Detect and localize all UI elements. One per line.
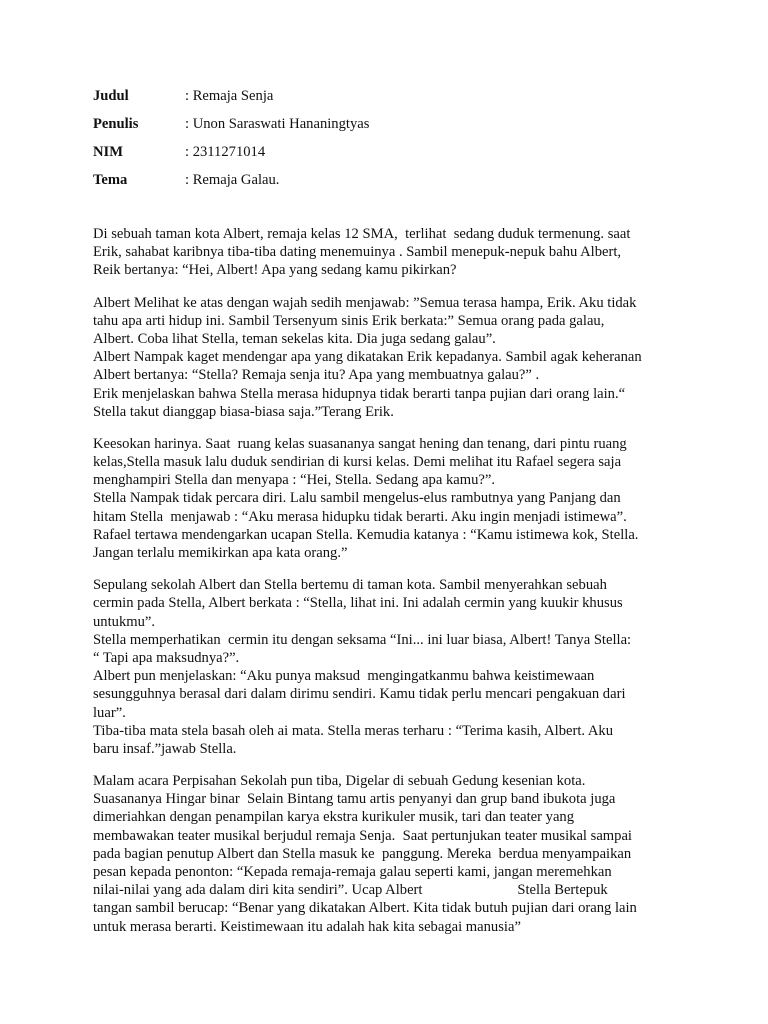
text-line: untuk merasa berarti. Keistimewaan itu adalah hak kita sebagai manusia”	[93, 918, 521, 935]
text-line: tangan sambil berucap: “Benar yang dikatakan Albert. Kita tidak butuh pujian dari orang lain	[93, 900, 637, 917]
text-line: Stella Nampak tidak percara diri. Lalu sambil mengelus-elus rambutnya yang Panjang dan	[93, 490, 621, 507]
text-line: Tiba-tiba mata stela basah oleh ai mata. Stella meras terharu : “Terima kasih, Albert. Aku	[93, 722, 614, 739]
text-line: Stella takut dianggap biasa-biasa saja.”Terang Erik.	[93, 403, 394, 420]
meta-row-judul	[93, 86, 369, 114]
text-line: untukmu”.	[93, 613, 156, 630]
text-line: pada bagian penutup Albert dan Stella masuk ke panggung. Mereka berdua menyampaikan	[93, 845, 632, 862]
meta-key: Judul	[93, 88, 129, 104]
paragraph-4	[93, 576, 693, 758]
text-line: nilai-nilai yang ada dalam diri kita sendiri”. Ucap Albert Stella Bertepuk	[93, 882, 608, 899]
meta-row-nim	[93, 142, 369, 170]
text-line: pesan kepada penonton: “Kepada remaja-remaja galau seperti kami, jangan meremehkan	[93, 864, 612, 880]
meta-value: : Unon Saraswati Hananingtyas	[185, 116, 370, 132]
text-line: Di sebuah taman kota Albert, remaja kelas 12 SMA, terlihat sedang duduk termenung. saat	[93, 226, 631, 242]
text-line: sesungguhnya berasal dari dalam dirimu sendiri. Kamu tidak perlu mencari pengakuan dari	[93, 686, 626, 703]
text-line: Reik bertanya: “Hei, Albert! Apa yang sedang kamu pikirkan?	[93, 262, 457, 279]
text-line: Malam acara Perpisahan Sekolah pun tiba, Digelar di sebuah Gedung kesenian kota.	[93, 773, 586, 790]
paragraph-5	[93, 772, 693, 936]
text-line: tahu apa arti hidup ini. Sambil Tersenyum sinis Erik berkata:” Semua orang pada galau,	[93, 312, 605, 329]
text-line: Suasananya Hingar binar Selain Bintang tamu artis penyanyi dan grup band ibukota juga	[93, 791, 616, 808]
text-line: Erik menjelaskan bahwa Stella merasa hidupnya tidak berarti tanpa pujian dari orang lain.“	[93, 385, 626, 402]
meta-row-penulis	[93, 114, 369, 142]
meta-key: NIM	[93, 144, 123, 160]
text-line: Albert pun menjelaskan: “Aku punya maksud mengingatkanmu bahwa keistimewaan	[93, 668, 595, 685]
text-line: Sepulang sekolah Albert dan Stella bertemu di taman kota. Sambil menyerahkan sebuah	[93, 577, 607, 594]
meta-key: Tema	[93, 172, 128, 188]
text-line: Erik, sahabat karibnya tiba-tiba dating menemuinya . Sambil menepuk-nepuk bahu Albert,	[93, 244, 622, 261]
text-line: Albert. Coba lihat Stella, teman sekelas kita. Dia juga sedang galau”.	[93, 330, 496, 347]
story-body	[93, 225, 693, 950]
text-line: dimeriahkan dengan penampilan karya ekstra kurikuler musik, tari dan teater yang	[93, 809, 575, 826]
meta-value: : Remaja Galau.	[185, 172, 280, 188]
text-line: membawakan teater musikal berjudul remaja Senja. Saat pertunjukan teater musikal sampai	[93, 827, 632, 844]
paragraph-3	[93, 435, 693, 562]
meta-value: : Remaja Senja	[185, 88, 274, 104]
meta-row-tema	[93, 170, 369, 198]
document-header	[93, 86, 369, 198]
text-line: kelas,Stella masuk lalu duduk sendirian di kursi kelas. Demi melihat itu Rafael segera saja	[93, 454, 622, 471]
text-line: Albert Melihat ke atas dengan wajah sedih menjawab: ”Semua terasa hampa, Erik. Aku tidak	[93, 294, 637, 311]
meta-value: : 2311271014	[185, 144, 266, 160]
text-line: Albert bertanya: “Stella? Remaja senja itu? Apa yang membuatnya galau?” .	[93, 367, 540, 384]
paragraph-2	[93, 294, 693, 421]
text-line: luar”.	[93, 704, 126, 721]
meta-key: Penulis	[93, 116, 139, 132]
text-line: Jangan terlalu memikirkan apa kata orang.”	[93, 545, 348, 561]
text-line: “ Tapi apa maksudnya?”.	[93, 649, 240, 666]
text-line: Rafael tertawa mendengarkan ucapan Stella. Kemudia katanya : “Kamu istimewa kok, Stella.	[93, 526, 639, 543]
text-line: Stella memperhatikan cermin itu dengan seksama “Ini... ini luar biasa, Albert! Tanya Stella:	[93, 631, 632, 648]
text-line: menghampiri Stella dan menyapa : “Hei, Stella. Sedang apa kamu?”.	[93, 472, 496, 489]
text-line: baru insaf.”jawab Stella.	[93, 740, 237, 757]
text-line: cermin pada Stella, Albert berkata : “Stella, lihat ini. Ini adalah cermin yang kuukir khusus	[93, 595, 623, 612]
text-line: Albert Nampak kaget mendengar apa yang dikatakan Erik kepadanya. Sambil agak keheranan	[93, 349, 642, 366]
paragraph-1	[93, 225, 693, 280]
text-line: Keesokan harinya. Saat ruang kelas suasananya sangat hening dan tenang, dari pintu ruang	[93, 435, 627, 452]
text-line: hitam Stella menjawab : “Aku merasa hidupku tidak berarti. Aku ingin menjadi istimewa”.	[93, 508, 627, 525]
